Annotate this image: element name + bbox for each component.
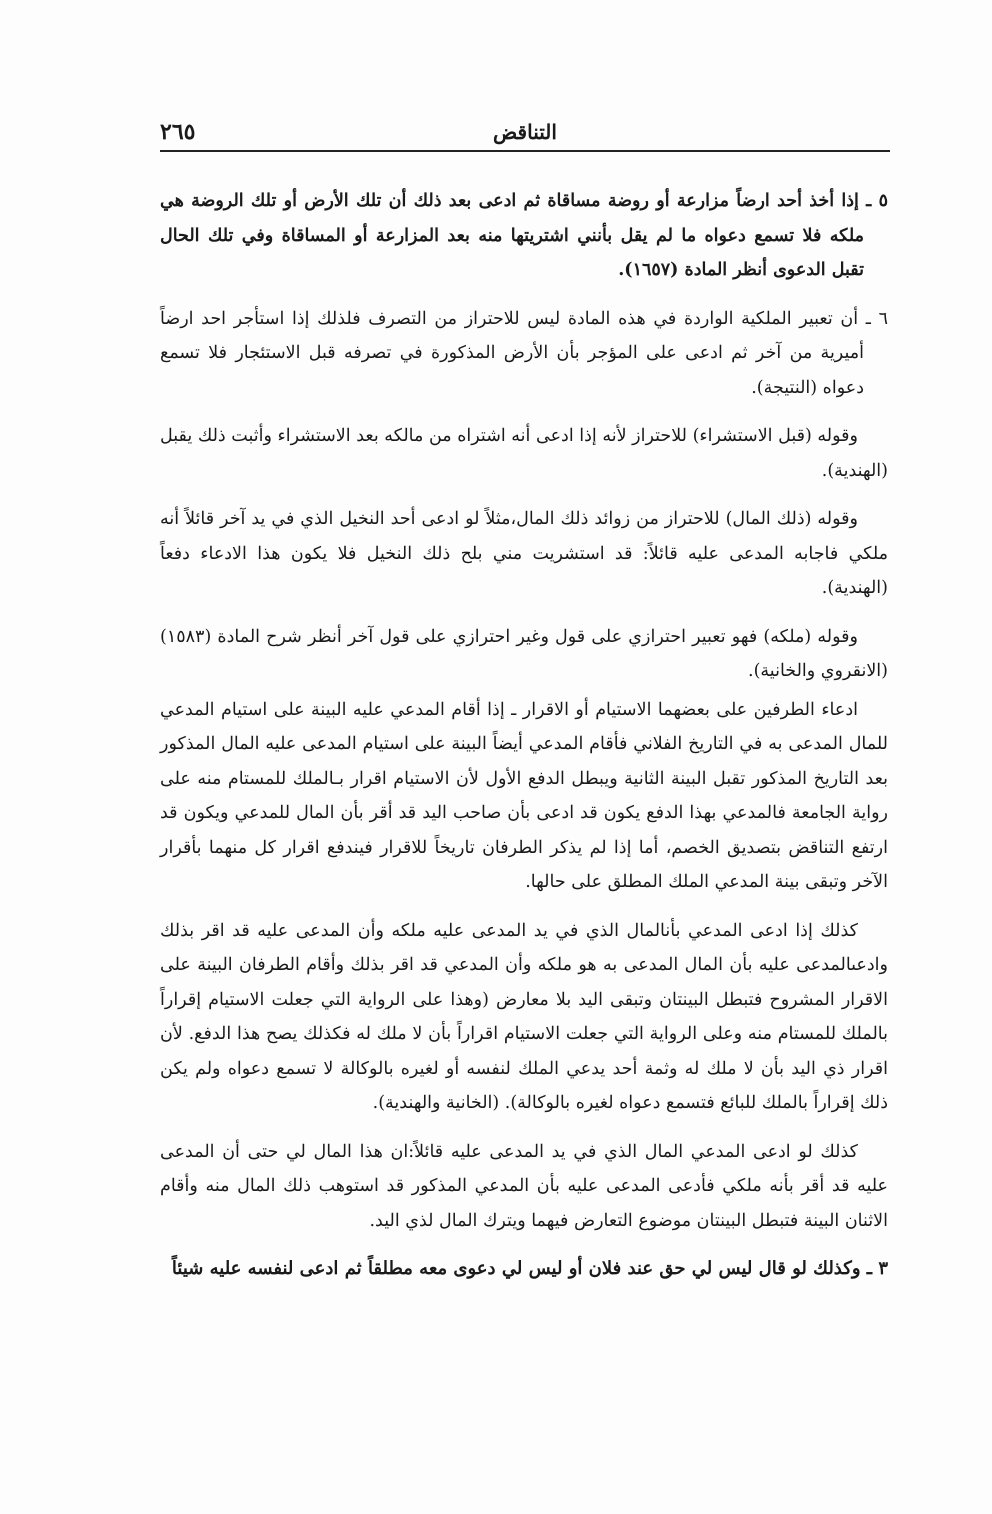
page-number: ٢٦٥	[160, 119, 196, 145]
paragraph-likewise-claim: كذلك إذا ادعى المدعي بأنالمال الذي في يد المدعى عليه ملكه وأن المدعى عليه قد اقر بذلك وادعىالمدعى عليه بأن المال المدعى به هو ملكه وأن المدعي قد اقر بذلك وأقام الطرفان البينة على الاقرار المشروح فتبطل البينتان وتبقى اليد بلا معارض (وهذا على الرواية التي جعلت الاستيام إقراراً بالملك للمستام منه وعلى الرواية التي جعلت الاستيام اقراراً بأن لا ملك له فكذلك يصح هذا الدفع. لأن اقرار ذي اليد بأن لا ملك له وثمة أحد يدعي الملك لنفسه أو لغيره بالوكالة لا تسمع دعواه ولم يكن ذلك إقراراً بالملك للبائع فتسمع دعواه لغيره بالوكالة). (الخانية والهندية).	[160, 920, 888, 1113]
page-header	[160, 118, 890, 152]
paragraph-mutual-claims: ادعاء الطرفين على بعضهما الاستيام أو الاقرار ـ إذا أقام المدعي عليه البينة على استيام المدعي للمال المدعى به في التاريخ الفلاني فأقام المدعي أيضاً البينة على استيام المدعى عليه المال المذكور بعد التاريخ المذكور تقبل البينة الثانية ويبطل الدفع الأول لأن الاستيام اقرار بـالملك للمستام منه على رواية الجامعة فالمدعي بهذا الدفع يكون قد ادعى بأن صاحب اليد قد أقر بأن المال للمدعي ويكون قد ارتفع التناقض بتصديق الخصم، أما إذا لم يذكر الطرفان تاريخاً للاقرار فيندفع اقرار كل منهما بأقرار الآخر وتبقى بينة المدعي الملك المطلق على حالها.	[160, 699, 888, 892]
paragraph-item-3: ٣ ـ وكذلك لو قال ليس لي حق عند فلان أو ليس لي دعوى معه مطلقاً ثم ادعى لنفسه عليه شيئاً	[171, 1258, 888, 1279]
header-divider	[160, 150, 890, 152]
paragraph-before-purchase: وقوله (قبل الاستشراء) للاحتراز لأنه إذا ادعى أنه اشتراه من مالكه بعد الاستشراء وأثبت ذلك يقبل (الهندية).	[160, 426, 888, 481]
paragraph-item-5: ٥ ـ إذا أخذ أحد ارضاً مزارعة أو روضة مساقاة ثم ادعى بعد ذلك أن تلك الأرض أو تلك الروضة هي ملكه فلا تسمع دعواه ما لم يقل بأنني اشتريتها منه بعد المزارعة أو المساقاة وفي تلك الحال تقبل الدعوى أنظر المادة (١٦٥٧).	[160, 191, 888, 280]
paragraph-that-property: وقوله (ذلك المال) للاحتراز من زوائد ذلك المال،مثلاً لو ادعى أحد النخيل الذي في يد آخر قائلاً أنه ملكي فاجابه المدعى عليه قائلاً: قد استشريت مني بلح ذلك النخيل فلا يكون هذا الادعاء دفعاً (الهندية).	[160, 509, 888, 598]
page-title: التناقض	[493, 120, 557, 144]
page-body	[160, 184, 888, 1301]
paragraph-item-6: ٦ ـ أن تعبير الملكية الواردة في هذه المادة ليس للاحتراز من التصرف فلذلك إذا استأجر احد ارضاً أميرية من آخر ثم ادعى على المؤجر بأن الأرض المذكورة في تصرفه قبل الاستئجار فلا تسمع دعواه (النتيجة).	[160, 308, 888, 398]
paragraph-likewise-gift: كذلك لو ادعى المدعي المال الذي في يد المدعى عليه قائلاً:ان هذا المال لي حتى أن المدعى عليه قد أقر بأنه ملكي فأدعى المدعى عليه بأن المدعي المذكور قد استوهب ذلك المال منه وأقام الاثنان البينة فتبطل البينتان موضوع التعارض فيهما ويترك المال لذي اليد.	[160, 1141, 888, 1231]
paragraph-his-ownership: وقوله (ملكه) فهو تعبير احترازي على قول وغير احترازي على قول آخر أنظر شرح المادة (١٥٨٣) (الانقروي والخانية).	[160, 626, 888, 681]
